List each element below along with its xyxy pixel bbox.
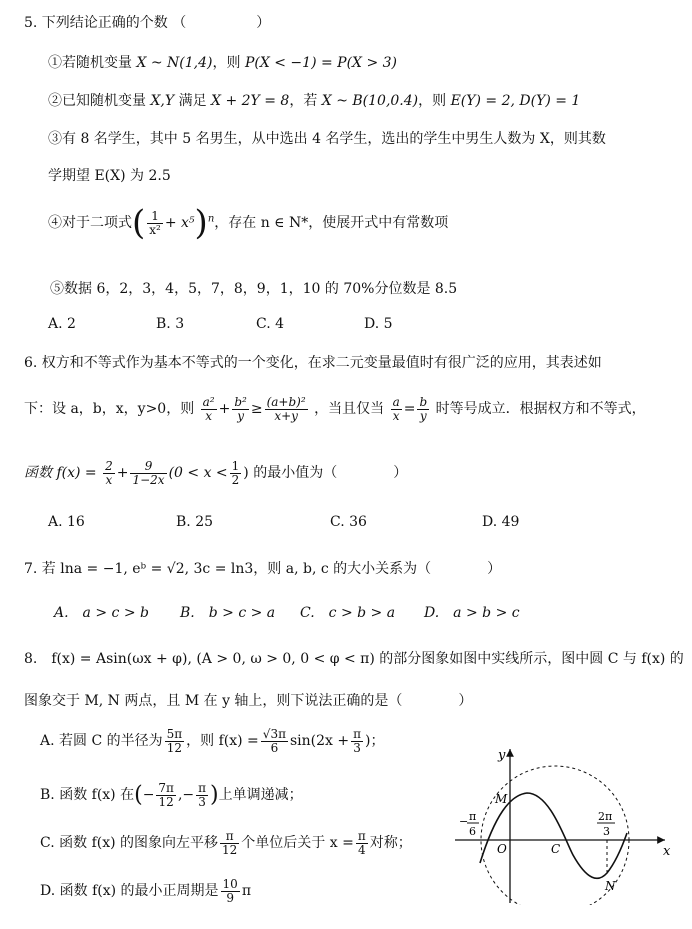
q5-title: 5. 下列结论正确的个数 （ ） bbox=[24, 15, 271, 31]
q8-option-b[interactable]: B. 函数 f(x) 在(− $\frac{7\pi}{12}$ ,− $\frac{\pi}{3}$ )上单调递减； bbox=[40, 781, 303, 809]
q6-option-c[interactable]: C. 36 bbox=[330, 514, 367, 530]
q5-statement-3: ③有 8 名学生，其中 5 名男生，从中选出 4 名学生，选出的学生中男生人数为 X，则其数 bbox=[48, 131, 606, 147]
q8-option-c[interactable]: C. 函数 f(x) 的图象向左平移 $\frac{\pi}{12}$ 个单位后关于 x = $\frac{\pi}{4}$ 对称； bbox=[40, 829, 412, 857]
q6-option-b[interactable]: B. 25 bbox=[176, 514, 214, 530]
q5-statement-2: ②已知随机变量 X,Y 满足 X + 2Y = 8，若 X ~ B(10,0.4)，则 E(Y) = 2, D(Y) = 1 bbox=[48, 93, 581, 109]
sine-circle-graph bbox=[455, 745, 675, 905]
point-m-label: M bbox=[495, 792, 508, 806]
point-c-label: C bbox=[551, 842, 561, 856]
right-tick-num: 2π bbox=[598, 810, 613, 823]
q6-option-d[interactable]: D. 49 bbox=[482, 514, 520, 530]
q8-line-1: 8. f(x) = Asin(ωx + φ), (A > 0, ω > 0, 0 < φ < π) 的部分图象如图中实线所示，图中圆 C 与 f(x) 的 bbox=[24, 651, 684, 667]
q5-statement-5: ⑤数据 6，2，3，4，5，7，8，9，1，10 的 70%分位数是 8.5 bbox=[50, 281, 458, 297]
q8-option-d[interactable]: D. 函数 f(x) 的最小正周期是 $\frac{10}{9}$ π bbox=[40, 877, 252, 905]
q6-line-1: 6. 权方和不等式作为基本不等式的一个变化，在求二元变量最值时有很广泛的应用，其表述如 bbox=[24, 355, 602, 371]
q8-option-a[interactable]: A. 若圆 C 的半径为 $\frac{5\pi}{12}$ ，则 f(x) = $\frac{√3\pi}{6}$ sin(2x + $\frac{\pi}{3}$ )； bbox=[40, 727, 385, 755]
q5-option-a[interactable]: A. 2 bbox=[48, 316, 76, 332]
x-axis-label: x bbox=[663, 844, 671, 859]
left-tick-den: 6 bbox=[469, 825, 476, 838]
q7-option-a[interactable]: A. a > c > b bbox=[54, 605, 149, 621]
q6-line-2: 下：设 a，b，x，y>0，则 $\frac{\text{a²}}{x}$ + $\frac{\text{b²}}{y}$ ≥ $\frac{\text{(a+b)²}}{x+y}$ ，当且仅当 $\frac{a}{x}$ = $\frac{b}{y}$ 时等号成立．根据权方和不等式， bbox=[24, 395, 646, 423]
left-tick-num: π bbox=[469, 810, 477, 823]
q5-option-b[interactable]: B. 3 bbox=[156, 316, 185, 332]
q5-statement-1: ①若随机变量 X ~ N(1,4)，则 P(X < −1) = P(X > 3) bbox=[48, 55, 398, 71]
q5-statement-3-cont: 学期望 E(X) 为 2.5 bbox=[48, 168, 171, 184]
q7-line: 7. 若 lna = −1, eᵇ = √2, 3c = ln3，则 a, b, c 的大小关系为（ ） bbox=[24, 561, 502, 577]
point-n-label: N bbox=[605, 879, 616, 893]
q8-line-2: 图象交于 M, N 两点，且 M 在 y 轴上，则下说法正确的是（ ） bbox=[24, 693, 473, 709]
left-tick-sign: − bbox=[459, 815, 469, 828]
q5-statement-4: ④对于二项式( $\frac{1}{\text{x²}}$ + x⁵)$^n$，存在 n ∈ N*，使展开式中有常数项 bbox=[48, 203, 449, 243]
q7-option-d[interactable]: D. a > b > c bbox=[424, 605, 520, 621]
right-tick-den: 3 bbox=[603, 825, 610, 838]
q5-option-d[interactable]: D. 5 bbox=[364, 316, 393, 332]
q7-option-b[interactable]: B. b > c > a bbox=[180, 605, 276, 621]
q7-option-c[interactable]: C. c > b > a bbox=[300, 605, 396, 621]
q6-line-3: 函数 f(x) = $\frac{2}{x}$ + $\frac{9}{1-2x}$ (0 < x < $\frac{1}{2}$ ) 的最小值为（ ） bbox=[24, 459, 408, 487]
q6-option-a[interactable]: A. 16 bbox=[48, 514, 85, 530]
q5-option-c[interactable]: C. 4 bbox=[256, 316, 285, 332]
origin-label: O bbox=[497, 842, 507, 856]
y-axis-label: y bbox=[498, 748, 506, 763]
